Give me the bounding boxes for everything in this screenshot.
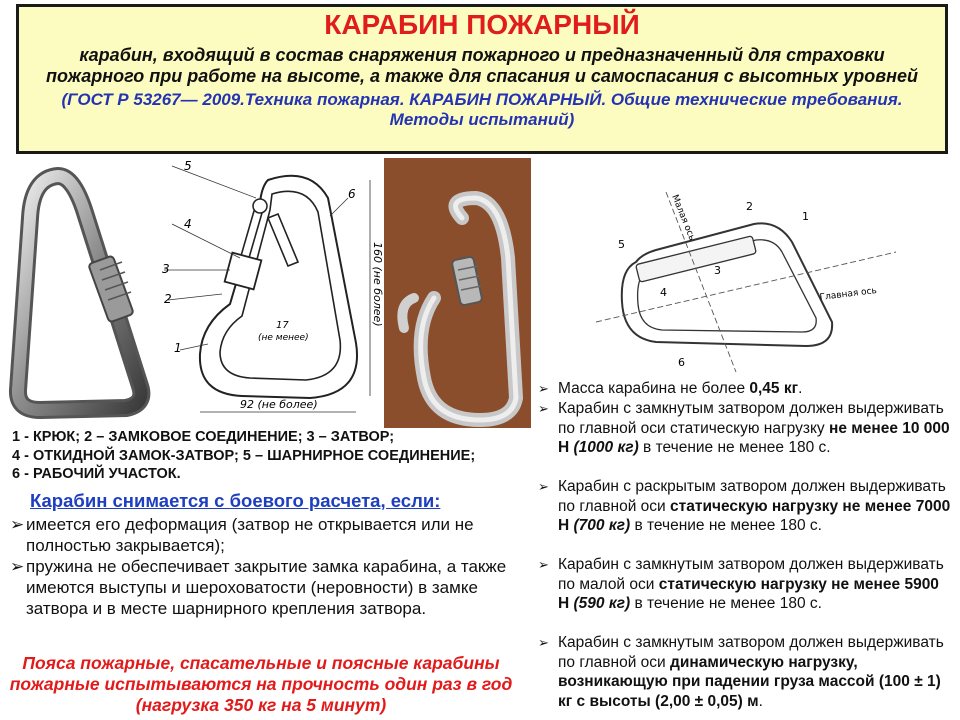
axis-label-4: 4 bbox=[660, 286, 667, 299]
axis-label-5: 5 bbox=[618, 238, 625, 251]
removal-item: ➢ пружина не обеспечивает закрытие замка карабина, а также имеются выступы и шероховатости (неровности) в замке затвора и в месте шарнирного крепления затвора. bbox=[10, 557, 507, 618]
parts-legend bbox=[12, 428, 532, 484]
arrow-bullet-icon: ➢ bbox=[538, 401, 549, 416]
open-carabiner-photo bbox=[384, 158, 531, 428]
drawing-label-3: 3 bbox=[162, 262, 170, 276]
legend-line: 1 - КРЮК; 2 – ЗАМКОВОЕ СОЕДИНЕНИЕ; 3 – ЗАТВОР; bbox=[12, 429, 395, 445]
drawing-label-4: 4 bbox=[184, 217, 192, 231]
technical-drawing bbox=[160, 158, 382, 428]
axis-label-3: 3 bbox=[714, 264, 721, 277]
drawing-label-2: 2 bbox=[164, 292, 172, 306]
arrow-bullet-icon: ➢ bbox=[538, 381, 549, 396]
width-dimension: 92 (не более) bbox=[240, 398, 318, 411]
axis-label-6: 6 bbox=[678, 356, 685, 369]
axis-label-1: 1 bbox=[802, 210, 809, 223]
requirement-item: ➢ Карабин с замкнутым затвором должен выдерживать по главной оси статическую нагрузку не менее 10 000 Н (1000 кг) в течение не менее 180 с. bbox=[538, 400, 950, 456]
testing-note: Пояса пожарные, спасательные и поясные карабины пожарные испытываются на прочность один раз в год (нагрузка 350 кг на 5 минут) bbox=[9, 653, 513, 715]
arrow-bullet-icon: ➢ bbox=[538, 479, 549, 494]
gost-reference: (ГОСТ Р 53267— 2009.Техника пожарная. КАРАБИН ПОЖАРНЫЙ. Общие технические требования. Методы испытаний) bbox=[61, 90, 903, 129]
arrow-bullet-icon: ➢ bbox=[538, 557, 549, 572]
requirement-item: ➢ Карабин с замкнутым затвором должен выдерживать по малой оси статическую нагрузку не менее 5900 Н (590 кг) в течение не менее 180 с. bbox=[538, 556, 944, 612]
legend-line: 4 - ОТКИДНОЙ ЗАМОК-ЗАТВОР; 5 – ШАРНИРНОЕ СОЕДИНЕНИЕ; bbox=[12, 447, 476, 464]
drawing-label-6: 6 bbox=[348, 187, 356, 201]
page-title: КАРАБИН ПОЖАРНЫЙ bbox=[324, 9, 640, 40]
axis-diagram bbox=[596, 182, 906, 374]
arrow-bullet-icon: ➢ bbox=[10, 515, 25, 534]
requirement-item: ➢ Масса карабина не более 0,45 кг. bbox=[538, 380, 803, 397]
removal-item: ➢ имеется его деформация (затвор не открывается или не полностью закрывается); bbox=[10, 515, 474, 555]
drawing-label-5: 5 bbox=[184, 159, 192, 173]
requirement-item: ➢ Карабин с замкнутым затвором должен выдерживать по главной оси динамическую нагрузку, возникающую при падении груза массой (100 ± 1) кг с высоты (2,00 ± 0,05) м. bbox=[538, 634, 944, 710]
legend-line: 6 - РАБОЧИЙ УЧАСТОК. bbox=[12, 466, 181, 482]
arrow-bullet-icon: ➢ bbox=[10, 557, 25, 576]
main-axis-label: Главная ось bbox=[819, 286, 878, 303]
height-dimension: 160 (не более) bbox=[371, 242, 384, 327]
opening-dimension-note: (не менее) bbox=[258, 333, 309, 343]
drawing-label-1: 1 bbox=[174, 341, 182, 355]
carabiner-photo bbox=[8, 158, 158, 423]
removal-title: Карабин снимается с боевого расчета, если: bbox=[30, 490, 441, 511]
arrow-bullet-icon: ➢ bbox=[538, 635, 549, 650]
minor-axis-label: Малая ось bbox=[669, 193, 697, 243]
header-panel bbox=[16, 4, 948, 154]
opening-dimension: 17 bbox=[276, 320, 289, 331]
requirement-item: ➢ Карабин с раскрытым затвором должен выдерживать по главной оси статическую нагрузку не менее 7000 Н (700 кг) в течение не менее 180 с. bbox=[538, 478, 951, 534]
definition-text: карабин, входящий в состав снаряжения пожарного и предназначенный для страховки пожарного при работе на высоте, а также для спасания и самоспасания с высотных уровней bbox=[45, 45, 919, 86]
axis-label-2: 2 bbox=[746, 200, 753, 213]
